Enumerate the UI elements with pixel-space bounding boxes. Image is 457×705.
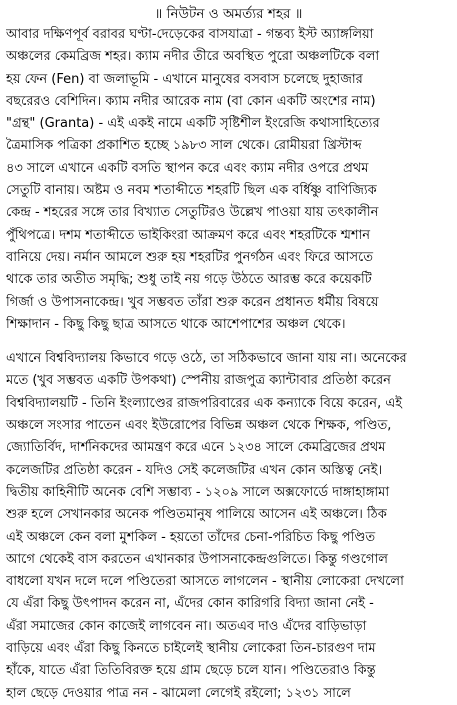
text-line: সেতুটি বানায়। অষ্টম ও নবম শতাব্দীতে শহরটি ছিল এক বর্ধিষ্ণু বাণিজ্যিক xyxy=(6,183,377,199)
text-line: এঁরা সমাজের কোন কাজেই লাগবেন না। অতএব দাও এঁদের বাড়িভাড়া xyxy=(6,618,367,634)
paragraph-1 xyxy=(6,24,451,336)
text-line: এই অঞ্চলে কেন বলা মুশকিল - হয়তো তাঁদের চেনা-পরিচিত কিছু পণ্ডিত xyxy=(6,529,376,545)
text-line: শিক্ষাদান - কিছু কিছু ছাত্র আসতে থাকে আশেপাশের অঞ্চল থেকে। xyxy=(6,316,346,332)
text-line: হাঁকে, যাতে এঁরা তিতিবিরক্ত হয়ে গ্রাম ছেড়ে চলে যান। পণ্ডিতেরাও কিন্তু xyxy=(6,663,376,679)
text-line: যে এঁরা কিছু উৎপাদন করেন না, এঁদের কোন কারিগরি বিদ্যা জানা নেই - xyxy=(6,596,374,612)
text-line: বছরেরও বেশিদিন। ক্যাম নদীর আরেক নাম (বা কোন একটি অংশের নাম) xyxy=(6,93,376,109)
text-line: শুরু হলে সেখানকার অনেক পণ্ডিতমানুষ পালিয়ে আসেন এই অঞ্চলে। ঠিক xyxy=(6,507,387,523)
text-line: থাকে তার অতীত সমৃদ্ধি; শুধু তাই নয় গড়ে উঠতে আরম্ভ করে কয়েকটি xyxy=(6,272,372,288)
text-line: "গ্রন্থ" (Granta) - এই একই নামে একটি সৃষ্টিশীল ইংরেজি কথাসাহিত্যের xyxy=(6,116,380,132)
text-line: হয় ফেন (Fen) বা জলাভূমি - এখানে মানুষের বসবাস চলেছে দুহাজার xyxy=(6,71,363,87)
text-line: কলেজটির প্রতিষ্ঠা করেন - যদিও সেই কলেজটির এখন কোন অস্তিত্ব নেই। xyxy=(6,462,383,478)
text-line: কেন্দ্র - শহরের সঙ্গে তার বিখ্যাত সেতুটিরও উল্লেখ পাওয়া যায় তৎকালীন xyxy=(6,205,379,221)
text-line: মতে (খুব সম্ভবত একটি উপকথা) স্পেনীয় রাজপুত্র ক্যান্টাবার প্রতিষ্ঠা করেন xyxy=(6,373,391,389)
text-line: গির্জা ও উপাসনাকেন্দ্র। খুব সম্ভবত তাঁরা শুরু করেন প্রধানত ধর্মীয় বিষয়ে xyxy=(6,294,379,310)
text-line: বাধলো যখন দলে দলে পণ্ডিতেরা আসতে লাগলেন - স্থানীয় লোকেরা দেখলো xyxy=(6,574,404,590)
text-line: অঞ্চলের কেমব্রিজ শহর। ক্যাম নদীর তীরে অবস্থিত পুরো অঞ্চলটিকে বলা xyxy=(6,49,380,65)
text-line: জ্যোতির্বিদ, দার্শনিকদের আমন্ত্রণ করে এনে ১২৩৪ সালে কেমব্রিজের প্রথম xyxy=(6,440,386,456)
text-line: আগে থেকেই বাস করতেন এখানকার উপাসনাকেন্দ্রগুলিতে। কিন্তু গণ্ডগোল xyxy=(6,551,388,567)
text-line: বিশ্ববিদ্যালয়টি - তিনি ইংল্যাণ্ডের রাজপরিবারের এক কন্যাকে বিয়ে করেন, এই xyxy=(6,395,402,411)
text-line: ৪৩ সালে এখানে একটি বসতি স্থাপন করে এবং ক্যাম নদীর ওপরে প্রথম xyxy=(6,160,369,176)
document-title: ॥ নিউটন ও অমর্ত্যর শহর ॥ xyxy=(154,6,303,22)
text-line: বাড়িয়ে এবং এঁরা কিছু কিনতে চাইলেই স্থানীয় লোকেরা তিন-চারগুণ দাম xyxy=(6,641,376,657)
text-line: দ্বিতীয় কাহিনীটি অনেক বেশি সম্ভাব্য - ১২০৯ সালে অক্সফোর্ডে দাঙ্গাহাঙ্গামা xyxy=(6,484,390,500)
paragraph-gap xyxy=(6,336,451,348)
text-line: পুঁথিপত্রে। দশম শতাব্দীতে ভাইকিংরা আক্রমণ করে এবং শহরটিকে শ্মশান xyxy=(6,227,371,243)
paragraph-2 xyxy=(6,348,451,705)
text-line: ত্রৈমাসিক পত্রিকা প্রকাশিত হচ্ছে ১৯৮৩ সাল থেকে। রোমীয়রা খ্রিস্টাব্দ xyxy=(6,138,362,154)
text-line: অঞ্চলে সংসার পাতেন এবং ইউরোপের বিভিন্ন অঞ্চল থেকে শিক্ষক, পণ্ডিত, xyxy=(6,418,392,434)
text-line: আবার দক্ষিণপূর্ব বরাবর ঘণ্টা-দেড়েকের বাসযাত্রা - গন্তব্য ইস্ট অ্যাঙ্গলিয়া xyxy=(6,27,374,42)
text-line: এখানে বিশ্ববিদ্যালয় কিভাবে গড়ে ওঠে, তা সঠিকভাবে জানা যায় না। অনেকের xyxy=(6,351,407,367)
text-line: বানিয়ে দেয়। নর্মান আমলে শুরু হয় শহরটির পুনর্গঠন এবং ফিরে আসতে xyxy=(6,249,374,265)
text-line: হাল ছেড়ে দেওয়ার পাত্র নন - ঝামেলা লেগেই রইলো; ১২৩১ সালে xyxy=(6,685,351,701)
